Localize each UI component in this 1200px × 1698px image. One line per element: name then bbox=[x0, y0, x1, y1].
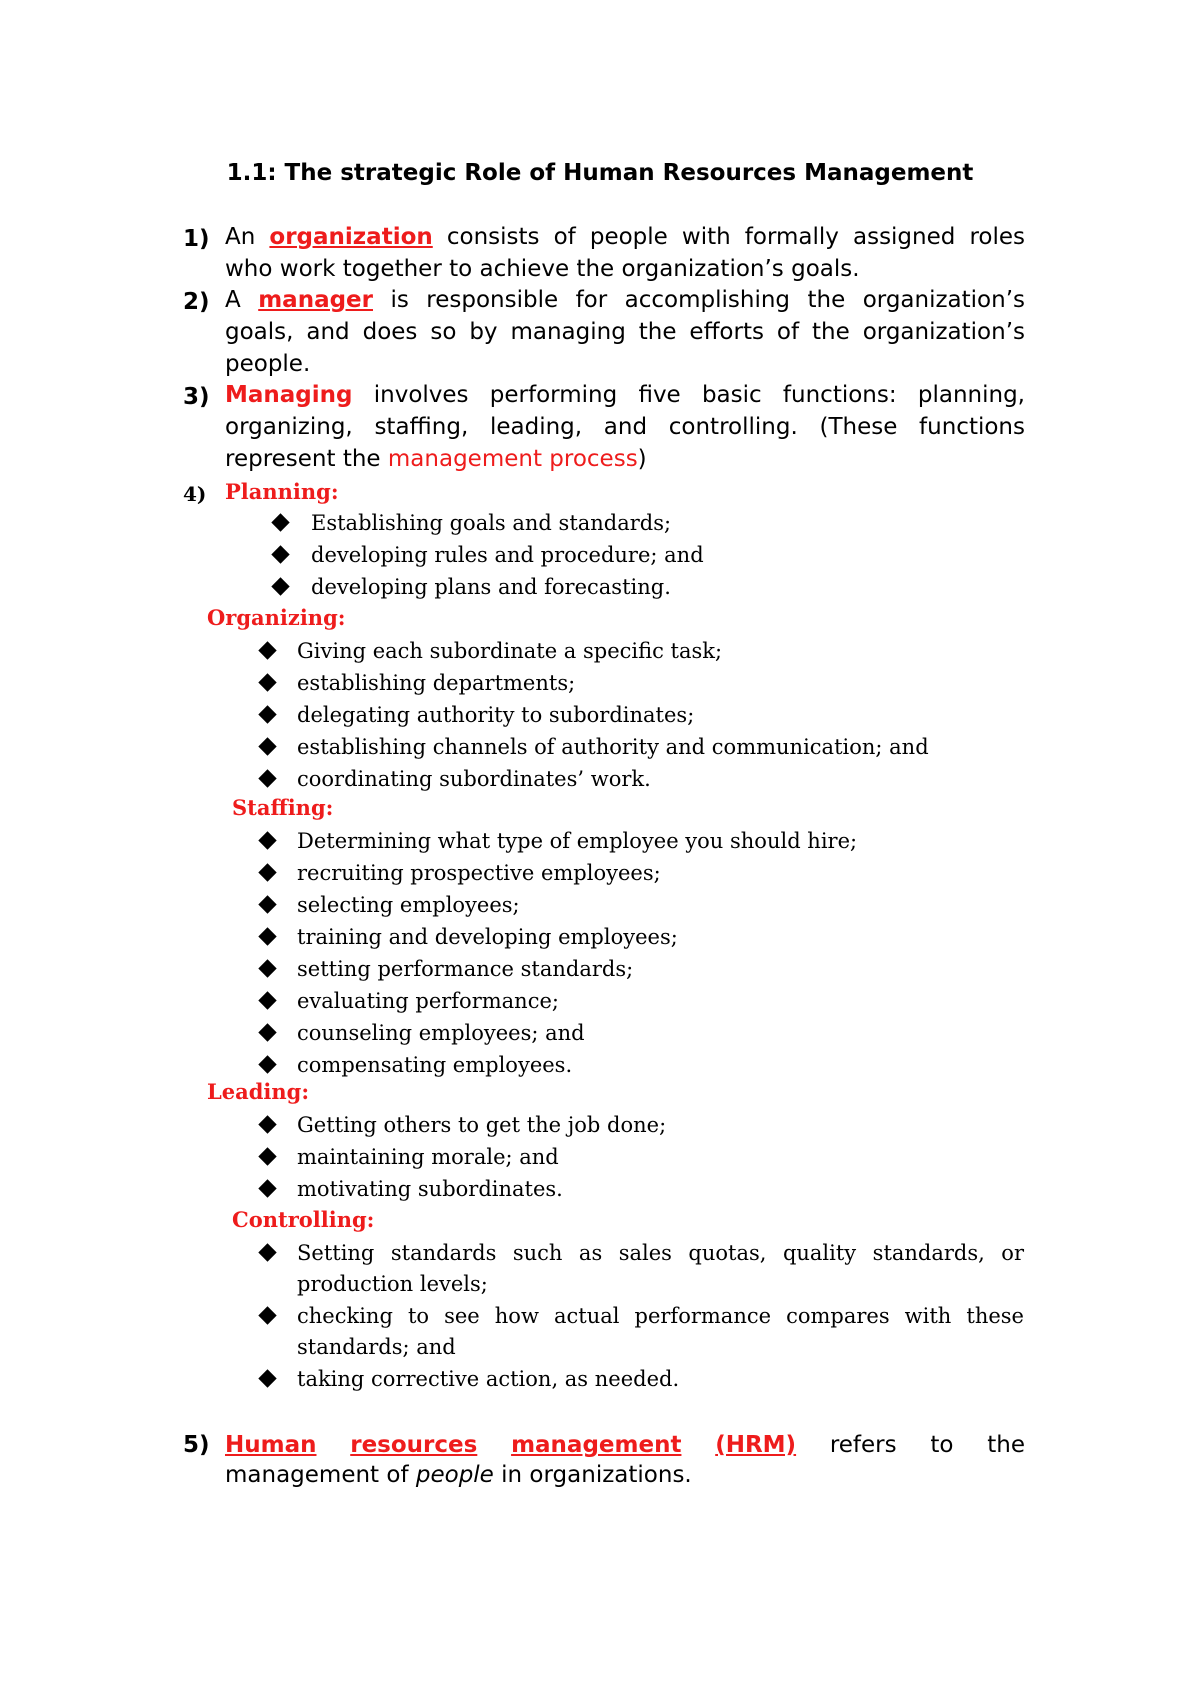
item-1-text: An organization consists of people with formally assigned roles who work together to achieve the organization’s goals. bbox=[225, 224, 1025, 282]
list-item: delegating authority to subordinates; bbox=[297, 703, 695, 727]
list-item: setting performance standards; bbox=[297, 957, 634, 981]
term-organization: organization bbox=[269, 224, 433, 250]
diamond-bullet-icon bbox=[258, 1147, 276, 1165]
term-management-process: management process bbox=[387, 446, 638, 472]
text-word: refers bbox=[829, 1432, 897, 1458]
diamond-bullet-icon bbox=[258, 1179, 276, 1197]
list-item: training and developing employees; bbox=[297, 925, 678, 949]
section-planning: Planning: bbox=[225, 479, 339, 504]
list-item: developing rules and procedure; and bbox=[311, 543, 704, 567]
list-item: establishing channels of authority and communication; and bbox=[297, 735, 929, 759]
term-hrm-word: resources bbox=[350, 1432, 478, 1458]
diamond-bullet-icon bbox=[258, 895, 276, 913]
list-item: Determining what type of employee you should hire; bbox=[297, 829, 858, 853]
list-item: counseling employees; and bbox=[297, 1021, 585, 1045]
item-5-line-2: management of people in organizations. bbox=[225, 1462, 692, 1488]
emphasis-people: people bbox=[415, 1462, 494, 1488]
diamond-bullet-icon bbox=[258, 927, 276, 945]
list-item: maintaining morale; and bbox=[297, 1145, 559, 1169]
list-item: developing plans and forecasting. bbox=[311, 575, 671, 599]
section-organizing: Organizing: bbox=[207, 605, 346, 630]
list-item: recruiting prospective employees; bbox=[297, 861, 661, 885]
list-item: motivating subordinates. bbox=[297, 1177, 563, 1201]
item-number: 2) bbox=[183, 289, 210, 315]
diamond-bullet-icon bbox=[258, 1023, 276, 1041]
term-managing: Managing bbox=[225, 382, 353, 408]
text-word: to bbox=[930, 1432, 954, 1458]
diamond-bullet-icon bbox=[258, 1055, 276, 1073]
diamond-bullet-icon bbox=[271, 545, 289, 563]
item-3-text: Managing involves performing five basic functions: planning, organizing, staffing, leading, and controlling. (These functions represent the management process) bbox=[225, 382, 1025, 472]
section-staffing: Staffing: bbox=[232, 795, 334, 820]
list-item: Giving each subordinate a specific task; bbox=[297, 639, 723, 663]
list-item: establishing departments; bbox=[297, 671, 576, 695]
item-number: 5) bbox=[183, 1432, 210, 1458]
term-hrm-word: management bbox=[511, 1432, 682, 1458]
item-number: 1) bbox=[183, 226, 210, 252]
diamond-bullet-icon bbox=[258, 705, 276, 723]
term-hrm-word: (HRM) bbox=[715, 1432, 797, 1458]
diamond-bullet-icon bbox=[271, 513, 289, 531]
diamond-bullet-icon bbox=[258, 737, 276, 755]
page-title: 1.1: The strategic Role of Human Resources Management bbox=[226, 160, 974, 186]
list-item: coordinating subordinates’ work. bbox=[297, 767, 651, 791]
list-item: Establishing goals and standards; bbox=[311, 511, 672, 535]
list-item: evaluating performance; bbox=[297, 989, 559, 1013]
diamond-bullet-icon bbox=[258, 1243, 276, 1261]
diamond-bullet-icon bbox=[258, 641, 276, 659]
diamond-bullet-icon bbox=[258, 673, 276, 691]
section-controlling: Controlling: bbox=[232, 1207, 375, 1232]
list-item: Getting others to get the job done; bbox=[297, 1113, 667, 1137]
term-manager: manager bbox=[258, 287, 373, 313]
list-item: Setting standards such as sales quotas, quality standards, or production levels; bbox=[297, 1241, 1024, 1296]
diamond-bullet-icon bbox=[258, 831, 276, 849]
diamond-bullet-icon bbox=[258, 991, 276, 1009]
list-item: selecting employees; bbox=[297, 893, 520, 917]
item-2-text: A manager is responsible for accomplishing the organization’s goals, and does so by managing the efforts of the organization’s people. bbox=[225, 287, 1025, 377]
diamond-bullet-icon bbox=[271, 577, 289, 595]
diamond-bullet-icon bbox=[258, 1306, 276, 1324]
diamond-bullet-icon bbox=[258, 1369, 276, 1387]
diamond-bullet-icon bbox=[258, 863, 276, 881]
item-number: 3) bbox=[183, 384, 210, 410]
diamond-bullet-icon bbox=[258, 769, 276, 787]
item-5-line-1 bbox=[225, 1432, 1025, 1458]
diamond-bullet-icon bbox=[258, 959, 276, 977]
list-item: checking to see how actual performance compares with these standards; and bbox=[297, 1304, 1024, 1359]
list-item: compensating employees. bbox=[297, 1053, 573, 1077]
diamond-bullet-icon bbox=[258, 1115, 276, 1133]
item-number: 4) bbox=[183, 482, 207, 506]
term-hrm-word: Human bbox=[225, 1432, 317, 1458]
text-word: the bbox=[987, 1432, 1025, 1458]
section-leading: Leading: bbox=[207, 1079, 310, 1104]
list-item: taking corrective action, as needed. bbox=[297, 1367, 680, 1391]
